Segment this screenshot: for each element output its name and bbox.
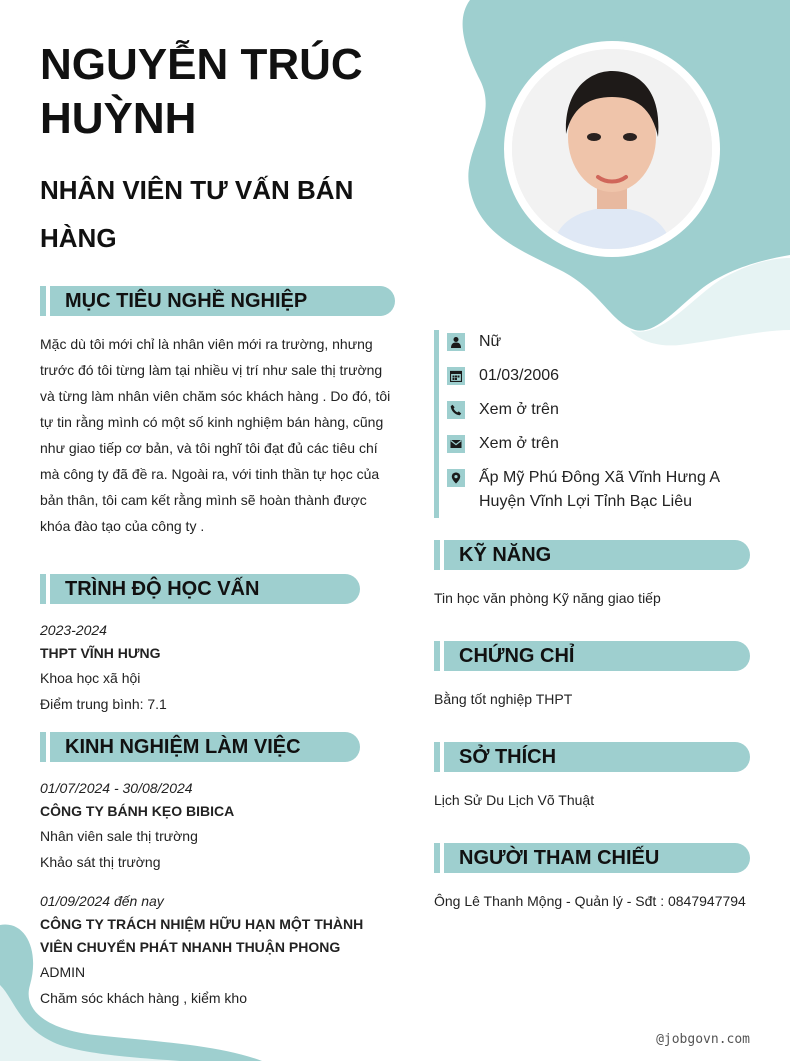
watermark: @jobgovn.com <box>656 1032 750 1047</box>
contact-address <box>447 466 754 514</box>
experience-line: Chăm sóc khách hàng , kiểm kho <box>40 990 247 1006</box>
section-bar <box>434 641 440 671</box>
experience-item <box>40 890 395 1011</box>
section-bar <box>434 742 440 772</box>
phone-icon <box>447 401 465 419</box>
contact-gender <box>447 330 754 354</box>
education-line: Điểm trung bình: 7.1 <box>40 696 167 712</box>
contact-email <box>447 432 754 456</box>
objective-header <box>40 286 395 316</box>
experience-line: ADMIN <box>40 964 86 980</box>
address-value: Ấp Mỹ Phú Đông Xã Vĩnh Hưng A Huyện Vĩnh Lợi Tỉnh Bạc Liêu <box>479 469 720 510</box>
certificates-header <box>434 641 750 671</box>
experience-company: CÔNG TY TRÁCH NHIỆM HỮU HẠN MỘT THÀNH VIÊN CHUYỂN PHÁT NHANH THUẬN PHONG <box>40 916 364 955</box>
references-text: Ông Lê Thanh Mộng - Quản lý - Sđt : 0847947794 <box>434 893 746 909</box>
certificates-title: CHỨNG CHỈ <box>444 641 750 671</box>
experience-header <box>40 732 360 762</box>
location-icon <box>447 469 465 487</box>
experience-date: 01/09/2024 đến nay <box>40 893 164 909</box>
hobbies-title: SỞ THÍCH <box>444 742 750 772</box>
education-date: 2023-2024 <box>40 622 107 638</box>
person-icon <box>447 333 465 351</box>
skills-text: Tin học văn phòng Kỹ năng giao tiếp <box>434 590 661 606</box>
hobbies-text: Lịch Sử Du Lịch Võ Thuật <box>434 792 595 808</box>
job-title: NHÂN VIÊN TƯ VẤN BÁN HÀNG <box>40 175 354 253</box>
experience-company: CÔNG TY BÁNH KẸO BIBICA <box>40 803 235 819</box>
education-item <box>40 619 395 717</box>
experience-line: Nhân viên sale thị trường <box>40 828 198 844</box>
email-value: Xem ở trên <box>479 435 559 452</box>
gender-value: Nữ <box>479 333 502 350</box>
section-bar <box>434 540 440 570</box>
profile-photo <box>512 49 712 249</box>
education-title: TRÌNH ĐỘ HỌC VẤN <box>50 574 360 604</box>
experience-line: Khảo sát thị trường <box>40 854 161 870</box>
contact-phone <box>447 398 754 422</box>
section-bar <box>40 732 46 762</box>
experience-item <box>40 777 395 875</box>
hobbies-header <box>434 742 750 772</box>
education-school: THPT VĨNH HƯNG <box>40 645 161 661</box>
skills-header <box>434 540 750 570</box>
profile-photo-frame <box>500 37 724 261</box>
experience-title: KINH NGHIỆM LÀM VIỆC <box>50 732 360 762</box>
birthday-value: 01/03/2006 <box>479 367 560 384</box>
calendar-icon <box>447 367 465 385</box>
section-bar <box>40 574 46 604</box>
certificates-text: Bằng tốt nghiệp THPT <box>434 691 573 707</box>
objective-title: MỤC TIÊU NGHỀ NGHIỆP <box>50 286 395 316</box>
education-line: Khoa học xã hội <box>40 670 141 686</box>
mail-icon <box>447 435 465 453</box>
contact-birthday <box>447 364 754 388</box>
phone-value: Xem ở trên <box>479 401 559 418</box>
section-bar <box>434 843 440 873</box>
objective-text: Mặc dù tôi mới chỉ là nhân viên mới ra trường, nhưng trước đó tôi từng làm tại nhiều vị trí như sale thị trường và từng làm nhân viên chăm sóc khách hàng . Do đó, tôi tự tin rằng mình có một số kinh nghiệm bán hàng, cũng như giao tiếp cơ bản, và tôi nghĩ tôi đạt đủ các tiêu chí mà công ty đã đề ra. Ngoài ra, với tinh thần tự học của bản thân, tôi cam kết rằng mình sẽ hoàn thành được khóa đào tạo của công ty . <box>40 336 391 534</box>
skills-title: KỸ NĂNG <box>444 540 750 570</box>
candidate-name: NGUYỄN TRÚC HUỲNH <box>40 40 363 143</box>
experience-date: 01/07/2024 - 30/08/2024 <box>40 780 193 796</box>
references-header <box>434 843 750 873</box>
contact-list <box>434 330 754 518</box>
portrait-illustration <box>512 49 712 249</box>
section-bar <box>40 286 46 316</box>
references-title: NGƯỜI THAM CHIẾU <box>444 843 750 873</box>
education-header <box>40 574 360 604</box>
